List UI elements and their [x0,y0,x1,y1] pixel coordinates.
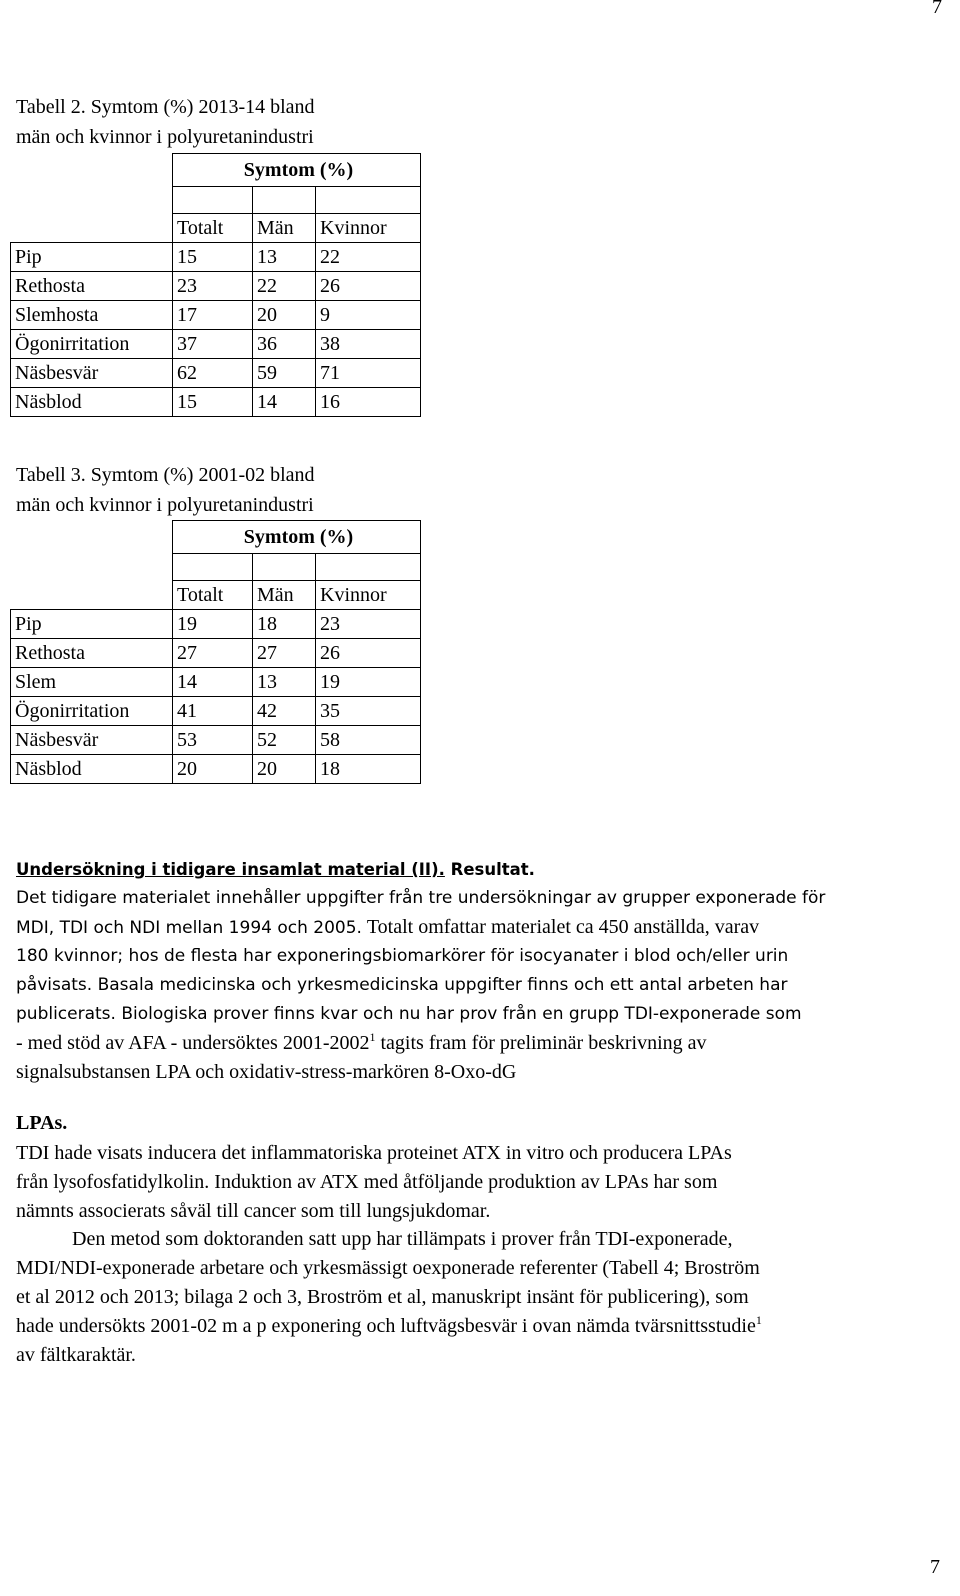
table2-group-header-row [11,154,421,187]
cell-value: 37 [173,330,253,359]
table3 [10,520,421,784]
table2-caption-line2: män och kvinnor i polyuretanindustri [16,126,314,148]
lpas-heading: LPAs. [16,1112,68,1134]
paragraph-3 [16,1225,941,1370]
p3-line4-a: hade undersökts 2001-02 m a p exponering och luftvägsbesvär i ovan nämda tvärsnittsstudie [16,1315,756,1337]
cell-value: 23 [173,272,253,301]
row-label: Rethosta [11,639,173,668]
cell-value: 9 [316,301,421,330]
row-label: Rethosta [11,272,173,301]
table3-corner-cell [11,521,173,554]
cell-value: 26 [316,639,421,668]
p1-line: Det tidigare materialet innehåller uppgifter från tre undersökningar av grupper exponerade för [16,888,826,908]
table-row [11,697,421,726]
p1-line2-sans: MDI, TDI och NDI mellan 1994 och 2005. [16,918,362,938]
row-label: Pip [11,243,173,272]
cell-value: 17 [173,301,253,330]
p3-line [16,1312,941,1341]
p2-line: nämnts associerats såväl till cancer som till lungsjukdomar. [16,1200,491,1222]
p1-line: publicerats. Biologiska prover finns kvar och nu har prov från en grupp TDI-exponerade som [16,1004,802,1024]
p2-line: TDI hade visats inducera det inflammatoriska proteinet ATX in vitro och producera LPAs [16,1142,732,1164]
row-label: Näsbesvär [11,359,173,388]
cell-value: 38 [316,330,421,359]
section-heading-title: Undersökning i tidigare insamlat material (II). [16,860,445,879]
cell-value: 14 [173,668,253,697]
section-heading-result: Resultat. [450,860,535,879]
table3-caption-line1: Tabell 3. Symtom (%) 2001-02 bland [16,464,315,486]
table-row [11,272,421,301]
table3-col-header: Män [253,581,316,610]
cell-value: 14 [253,388,316,417]
p2-line: från lysofosfatidylkolin. Induktion av ATX med åtföljande produktion av LPAs har som [16,1171,718,1193]
cell-value: 20 [253,755,316,784]
cell-value: 16 [316,388,421,417]
table3-group-header: Symtom (%) [173,521,421,554]
cell-value: 27 [173,639,253,668]
cell-value: 41 [173,697,253,726]
p3-line: av fältkaraktär. [16,1344,136,1366]
table-row [11,726,421,755]
table2-column-header-row [11,214,421,243]
p1-line6-a: - med stöd av AFA - undersöktes 2001-2002 [16,1032,370,1054]
cell-value: 26 [316,272,421,301]
cell-value: 15 [173,388,253,417]
cell-value: 23 [316,610,421,639]
table3-spacer-row [11,554,421,581]
table2-col-header: Totalt [173,214,253,243]
table2-caption-line1: Tabell 2. Symtom (%) 2013-14 bland [16,96,315,118]
paragraph-1 [16,884,941,1087]
cell-value: 36 [253,330,316,359]
row-label: Slemhosta [11,301,173,330]
table3-col-header: Kvinnor [316,581,421,610]
cell-value: 59 [253,359,316,388]
cell-value: 27 [253,639,316,668]
p1-line [16,1029,941,1058]
cell-value: 71 [316,359,421,388]
table2 [10,153,421,417]
p1-line6-b: tagits fram för preliminär beskrivning av [380,1032,707,1054]
p1-line: 180 kvinnor; hos de flesta har exponeringsbiomarkörer för isocyanater i blod och/eller urin [16,946,789,966]
footnote-ref: 1 [755,1313,762,1327]
row-label: Ögonirritation [11,697,173,726]
table2-caption [16,92,315,152]
cell-value: 42 [253,697,316,726]
table3-caption-line2: män och kvinnor i polyuretanindustri [16,494,314,516]
page-number-top: 7 [932,0,942,18]
table2-group-header: Symtom (%) [173,154,421,187]
cell-value: 20 [253,301,316,330]
table3-col-header: Totalt [173,581,253,610]
page-number-bottom: 7 [930,1556,940,1578]
cell-value: 22 [316,243,421,272]
table2-col-header: Män [253,214,316,243]
row-label: Näsblod [11,755,173,784]
p1-line: signalsubstansen LPA och oxidativ-stress-markören 8-Oxo-dG [16,1061,517,1083]
cell-value: 53 [173,726,253,755]
p3-line: MDI/NDI-exponerade arbetare och yrkesmässigt oexponerade referenter (Tabell 4; Broström [16,1257,760,1279]
table2-spacer-row [11,187,421,214]
cell-value: 35 [316,697,421,726]
p1-line [16,913,941,942]
table-row [11,610,421,639]
p1-line2-serif: Totalt omfattar materialet ca 450 anställda, varav [366,916,760,938]
cell-value: 13 [253,668,316,697]
table3-group-header-row [11,521,421,554]
cell-value: 18 [316,755,421,784]
paragraph-2 [16,1139,941,1226]
table-row [11,243,421,272]
row-label: Ögonirritation [11,330,173,359]
p1-line: påvisats. Basala medicinska och yrkesmedicinska uppgifter finns och ett antal arbeten har [16,975,788,995]
cell-value: 19 [316,668,421,697]
table-row [11,639,421,668]
cell-value: 52 [253,726,316,755]
cell-value: 22 [253,272,316,301]
table3-column-header-row [11,581,421,610]
footnote-ref: 1 [369,1030,376,1044]
cell-value: 58 [316,726,421,755]
row-label: Pip [11,610,173,639]
cell-value: 13 [253,243,316,272]
row-label: Slem [11,668,173,697]
p3-line: Den metod som doktoranden satt upp har tillämpats i prover från TDI-exponerade, [72,1228,733,1250]
cell-value: 15 [173,243,253,272]
table-row [11,330,421,359]
table-row [11,755,421,784]
table3-caption [16,460,315,520]
table-row [11,668,421,697]
cell-value: 62 [173,359,253,388]
section-heading [16,860,535,879]
table-row [11,301,421,330]
p3-line: et al 2012 och 2013; bilaga 2 och 3, Broström et al, manuskript insänt för publicering), som [16,1286,749,1308]
table2-col-header: Kvinnor [316,214,421,243]
row-label: Näsblod [11,388,173,417]
table-row [11,388,421,417]
cell-value: 19 [173,610,253,639]
table-row [11,359,421,388]
row-label: Näsbesvär [11,726,173,755]
cell-value: 20 [173,755,253,784]
cell-value: 18 [253,610,316,639]
table2-corner-cell [11,154,173,187]
